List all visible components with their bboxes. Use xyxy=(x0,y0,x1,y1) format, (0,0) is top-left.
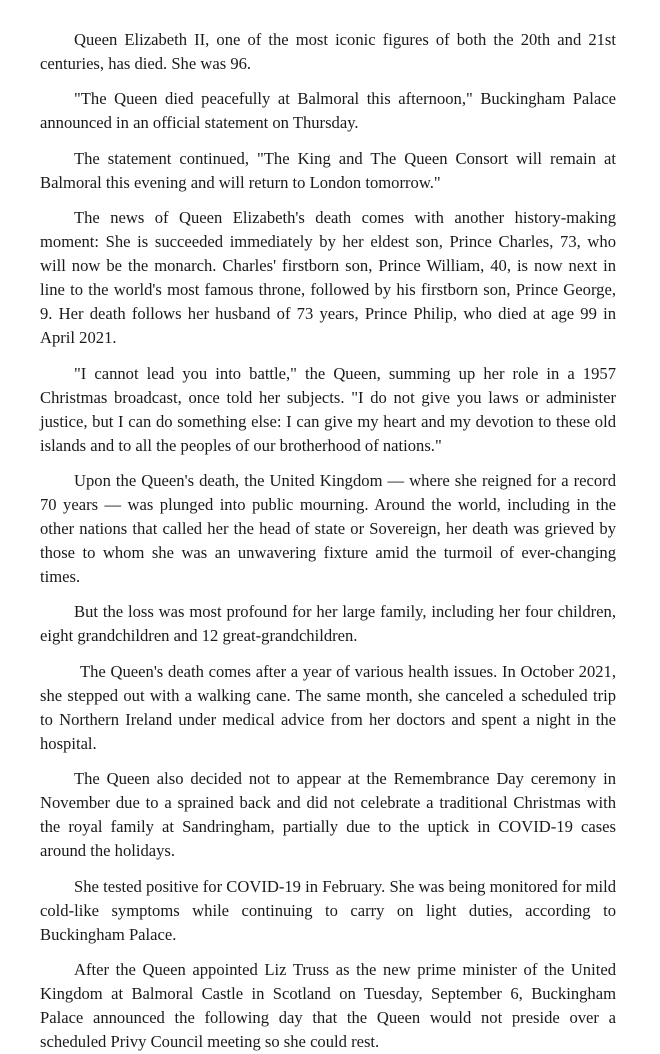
paragraph-health-issues: The Queen's death comes after a year of various health issues. In October 2021, she stepped out with a walking cane. The same month, she canceled a scheduled trip to Northern Ireland under medical advice from her doctors and spent a night in the hospital. xyxy=(40,661,616,753)
article-body xyxy=(40,28,616,1054)
paragraph-covid-positive: She tested positive for COVID-19 in February. She was being monitored for mild cold-like symptoms while continuing to carry on light duties, according to Buckingham Palace. xyxy=(40,876,616,944)
paragraph-statement-continued: The statement continued, "The King and The Queen Consort will remain at Balmoral this evening and will return to London tomorrow." xyxy=(40,148,616,192)
paragraph-death-announcement: Queen Elizabeth II, one of the most iconic figures of both the 20th and 21st centuries, has died. She was 96. xyxy=(40,30,616,73)
paragraph-remembrance-day: The Queen also decided not to appear at the Remembrance Day ceremony in November due to a sprained back and did not celebrate a traditional Christmas with the royal family at Sandringham, partially due to the uptick in COVID-19 cases around the holidays. xyxy=(40,769,616,861)
paragraph-palace-statement: "The Queen died peacefully at Balmoral this afternoon," Buckingham Palace announced in an official statement on Thursday. xyxy=(40,89,616,133)
paragraph-family-loss: But the loss was most profound for her large family, including her four children, eight grandchildren and 12 great-grandchildren. xyxy=(40,602,616,646)
paragraph-public-mourning: Upon the Queen's death, the United Kingdom — where she reigned for a record 70 years — was plunged into public mourning. Around the world, including in the other nations that called her the head of state or Sovereign, her death was grieved by those to whom she was an unwavering fixture amid the turmoil of ever-changing times. xyxy=(40,470,616,586)
paragraph-succession: The news of Queen Elizabeth's death comes with another history-making moment: She is succeeded immediately by her eldest son, Prince Charles, 73, who will now be the monarch. Charles' firstborn son, Prince William, 40, is now next in line to the world's most famous throne, followed by his firstborn son, Prince George, 9. Her death follows her husband of 73 years, Prince Philip, who died at age 99 in April 2021. xyxy=(40,208,616,348)
paragraph-privy-council: After the Queen appointed Liz Truss as the new prime minister of the United Kingdom at Balmoral Castle in Scotland on Tuesday, September 6, Buckingham Palace announced the following day that the Queen would not preside over a scheduled Privy Council meeting so she could rest. xyxy=(40,959,616,1051)
paragraph-christmas-broadcast-quote: "I cannot lead you into battle," the Queen, summing up her role in a 1957 Christmas broadcast, once told her subjects. "I do not give you laws or administer justice, but I can do something else: I can give my heart and my devotion to these old islands and to all the peoples of our brotherhood of nations." xyxy=(40,363,616,455)
